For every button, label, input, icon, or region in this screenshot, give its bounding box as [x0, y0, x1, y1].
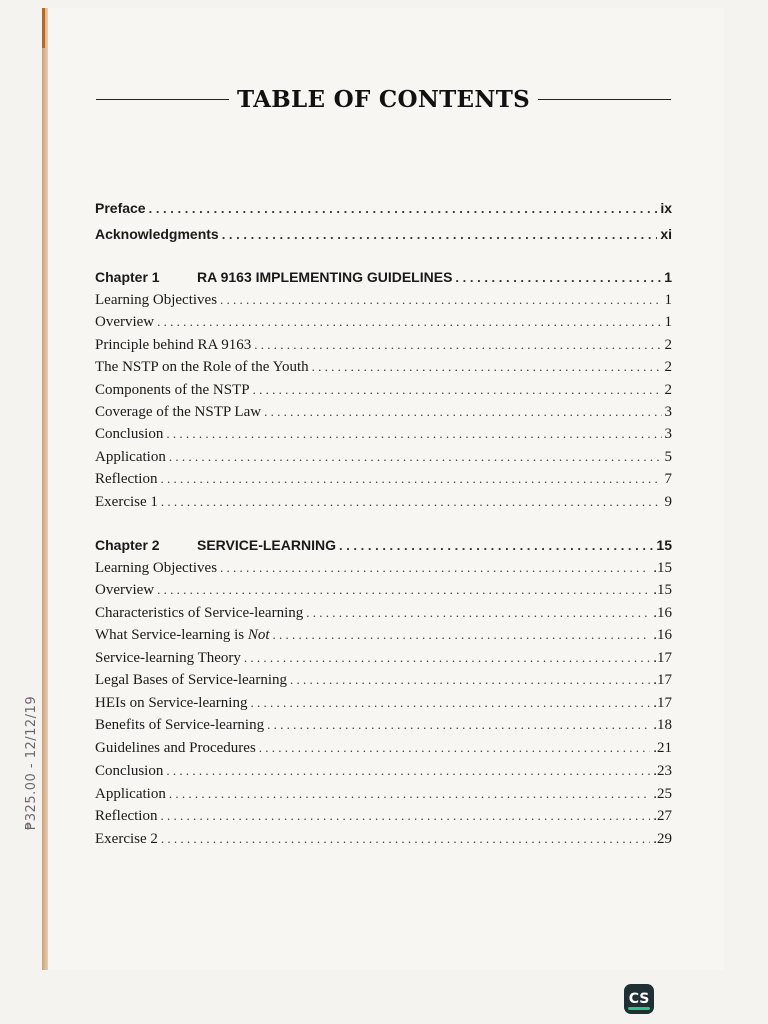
entry-page: 5 [664, 449, 672, 465]
toc-entry[interactable] [95, 605, 672, 627]
toc-entry[interactable] [95, 449, 672, 471]
entry-page: .17 [653, 695, 672, 711]
title-rule-left [96, 99, 229, 100]
entry-label: The NSTP on the Role of the Youth [95, 359, 309, 375]
toc-chapter-2[interactable] [95, 537, 672, 559]
entry-label [95, 627, 273, 644]
page-title: TABLE OF CONTENTS [236, 85, 531, 113]
toc-title-row [96, 84, 671, 114]
entry-label: Characteristics of Service-learning [95, 605, 304, 621]
leader-dots [254, 337, 661, 353]
leader-dots [160, 808, 650, 824]
entry-page: 2 [664, 359, 672, 375]
leader-dots [250, 695, 650, 711]
chapter-number: Chapter 2 [95, 537, 160, 553]
entry-page: 1 [664, 292, 672, 308]
leader-dots [267, 717, 650, 733]
entry-page: 7 [664, 471, 672, 487]
toc-entry[interactable] [95, 740, 672, 762]
entry-page: 1 [664, 269, 672, 285]
toc-chapter-1[interactable] [95, 269, 672, 291]
entry-page: .17 [653, 650, 672, 666]
entry-page: .18 [653, 717, 672, 733]
camscanner-logo-icon: CS [624, 984, 654, 1014]
chapter-number: Chapter 1 [95, 269, 160, 285]
handwritten-price-note: ₱325.00 - 12/12/19 [24, 695, 39, 830]
leader-dots [220, 292, 661, 308]
entry-page: xi [660, 226, 672, 242]
toc-entry[interactable] [95, 292, 672, 314]
leader-dots [160, 471, 661, 487]
entry-page: ix [660, 200, 672, 216]
entry-label: Reflection [95, 808, 158, 824]
entry-label: Principle behind RA 9163 [95, 337, 252, 353]
entry-label: Overview [95, 582, 155, 598]
entry-label: Preface [95, 200, 146, 216]
chapter-heading [95, 537, 339, 553]
entry-label-text: What Service-learning is [95, 627, 248, 643]
chapter-heading [95, 269, 455, 285]
entry-label: Application [95, 449, 166, 465]
leader-dots [339, 538, 653, 553]
leader-dots [161, 831, 650, 847]
entry-label: Service-learning Theory [95, 650, 241, 666]
leader-dots [169, 449, 662, 465]
leader-dots [222, 227, 658, 242]
entry-page: .21 [653, 740, 672, 756]
leader-dots [166, 426, 661, 442]
entry-label: Guidelines and Procedures [95, 740, 256, 756]
toc-entry[interactable] [95, 404, 672, 426]
leader-dots [157, 582, 650, 598]
entry-page: 3 [664, 404, 672, 420]
toc-entry[interactable] [95, 763, 672, 785]
leader-dots [312, 359, 662, 375]
title-rule-right [538, 99, 671, 100]
entry-page: 3 [664, 426, 672, 442]
leader-dots [161, 494, 662, 510]
leader-dots [244, 650, 650, 666]
leader-dots [259, 740, 650, 756]
entry-page: 2 [664, 337, 672, 353]
entry-page: .17 [653, 672, 672, 688]
chapter-title: RA 9163 IMPLEMENTING GUIDELINES [197, 269, 453, 285]
leader-dots [157, 314, 661, 330]
leader-dots [169, 786, 650, 802]
toc-entry[interactable] [95, 627, 672, 649]
entry-label: Legal Bases of Service-learning [95, 672, 288, 688]
leader-dots [264, 404, 661, 420]
entry-label: Exercise 1 [95, 494, 158, 510]
entry-page: .16 [653, 627, 672, 643]
toc-entry[interactable] [95, 471, 672, 493]
entry-label: Coverage of the NSTP Law [95, 404, 262, 420]
entry-label: Learning Objectives [95, 560, 218, 576]
leader-dots [290, 672, 650, 688]
toc-entry-acknowledgments[interactable] [95, 226, 672, 248]
entry-label: Overview [95, 314, 155, 330]
toc-entry[interactable] [95, 831, 672, 853]
entry-label: Components of the NSTP [95, 382, 250, 398]
toc-entry[interactable] [95, 650, 672, 672]
toc-entry[interactable] [95, 382, 672, 404]
entry-page: 2 [664, 382, 672, 398]
toc-entry[interactable] [95, 695, 672, 717]
entry-label-emphasis: Not [247, 627, 270, 643]
leader-dots [253, 382, 662, 398]
entry-page: .27 [653, 808, 672, 824]
toc-entry[interactable] [95, 672, 672, 694]
toc-entry[interactable] [95, 494, 672, 516]
entry-label: HEIs on Service-learning [95, 695, 248, 711]
entry-label: Conclusion [95, 426, 164, 442]
toc-entry[interactable] [95, 786, 672, 808]
leader-dots [149, 201, 658, 216]
entry-page: .25 [653, 786, 672, 802]
entry-page: 1 [664, 314, 672, 330]
toc-entry[interactable] [95, 808, 672, 830]
toc-entry[interactable] [95, 560, 672, 582]
entry-label: Conclusion [95, 763, 164, 779]
toc-entry[interactable] [95, 426, 672, 448]
entry-page: .29 [653, 831, 672, 847]
toc-entry[interactable] [95, 314, 672, 336]
entry-label: Learning Objectives [95, 292, 218, 308]
toc-entry[interactable] [95, 337, 672, 359]
entry-page: .15 [653, 582, 672, 598]
leader-dots [273, 627, 651, 643]
leader-dots [306, 605, 650, 621]
leader-dots [455, 270, 661, 285]
leader-dots [220, 560, 650, 576]
entry-page: 15 [656, 537, 672, 553]
entry-label: Benefits of Service-learning [95, 717, 265, 733]
toc-entry[interactable] [95, 359, 672, 381]
leader-dots [166, 763, 650, 779]
entry-page: .16 [653, 605, 672, 621]
entry-label: Acknowledgments [95, 226, 219, 242]
toc-entry-preface[interactable] [95, 200, 672, 222]
entry-label: Application [95, 786, 166, 802]
entry-page: .15 [653, 560, 672, 576]
entry-label: Exercise 2 [95, 831, 158, 847]
entry-page: 9 [664, 494, 672, 510]
toc-entry[interactable] [95, 582, 672, 604]
entry-label: Reflection [95, 471, 158, 487]
chapter-title: SERVICE-LEARNING [197, 537, 336, 553]
toc-entry[interactable] [95, 717, 672, 739]
entry-page: .23 [653, 763, 672, 779]
